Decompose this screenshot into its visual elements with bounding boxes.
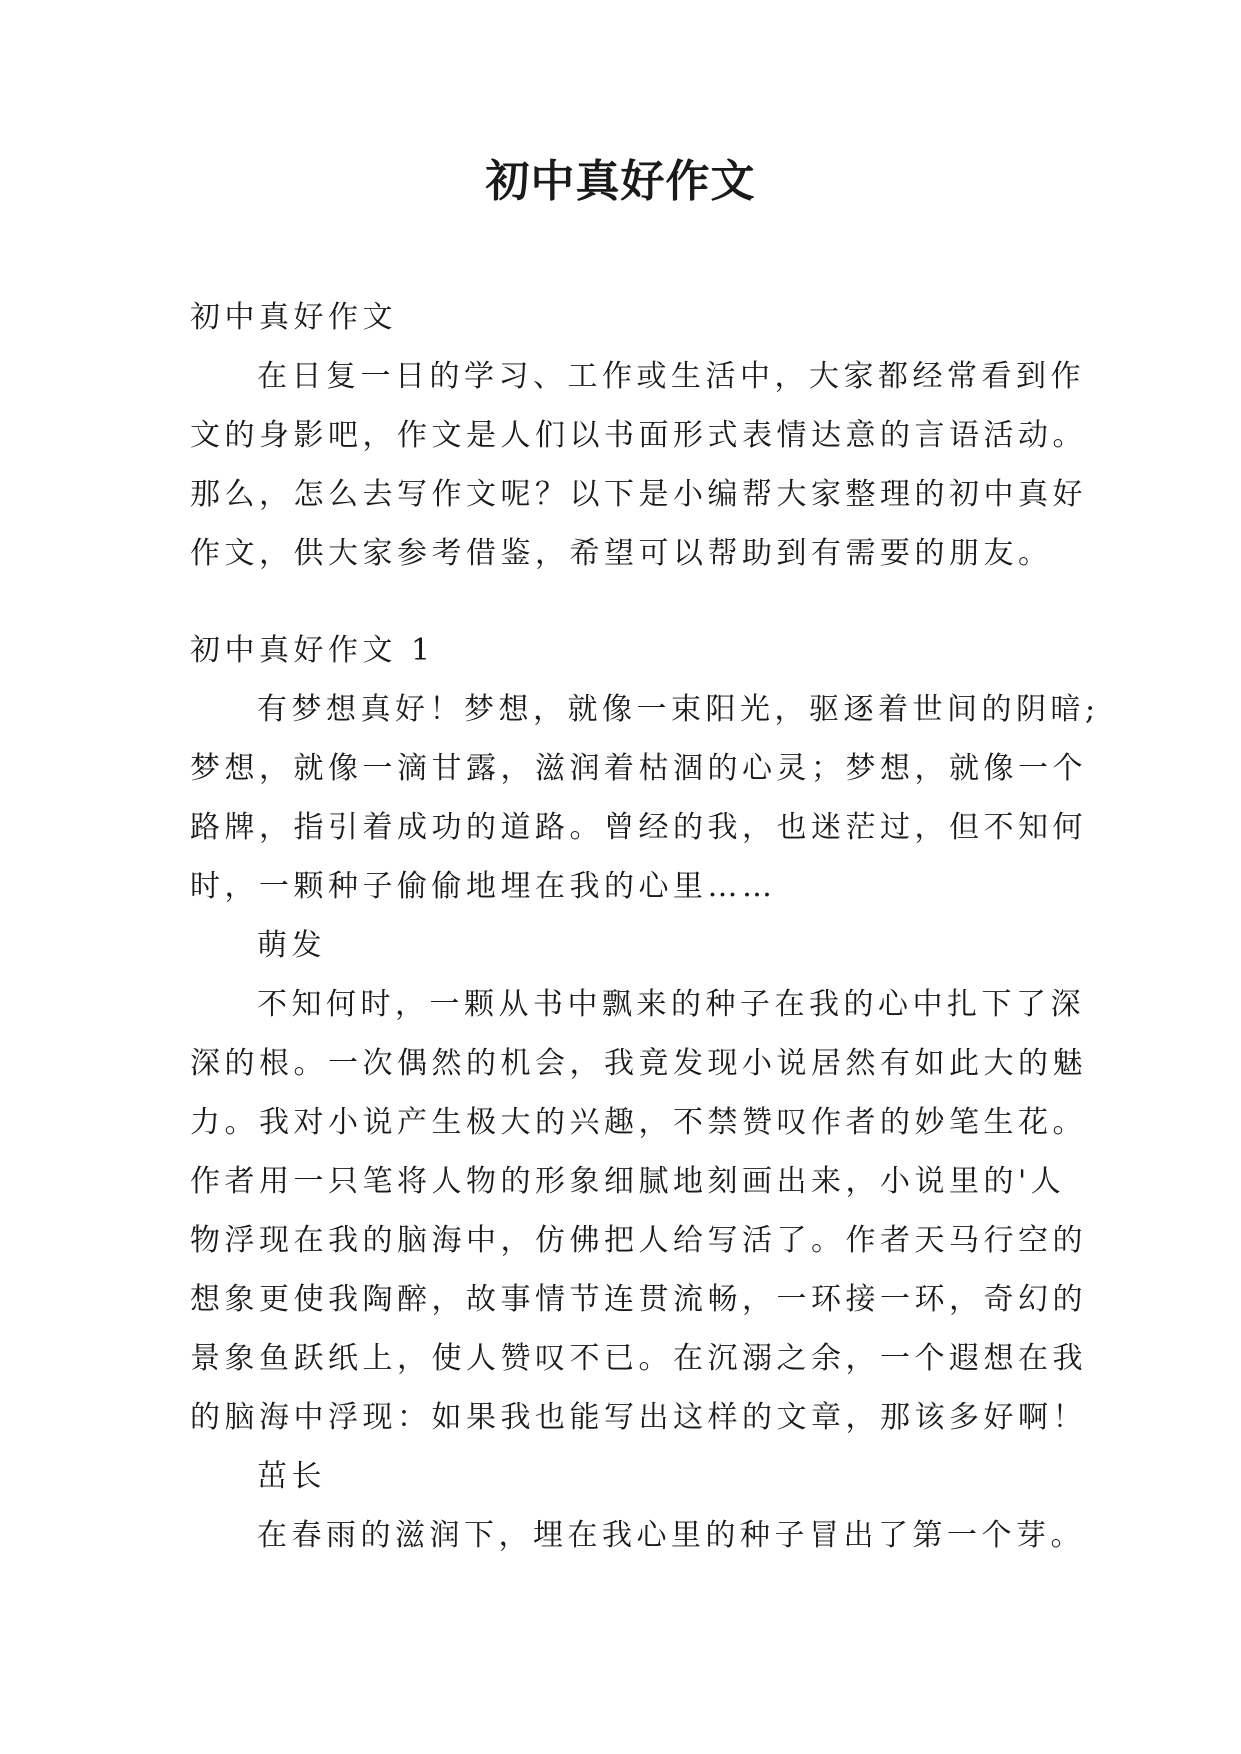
paragraph-line: 文的身影吧，作文是人们以书面形式表情达意的言语活动。 (190, 418, 1087, 453)
paragraph-line: 在日复一日的学习、工作或生活中，大家都经常看到作 (257, 359, 1085, 394)
section-heading: 茁长 (257, 1459, 326, 1494)
paragraph-line: 想象更使我陶醉，故事情节连贯流畅，一环接一环，奇幻的 (190, 1282, 1087, 1317)
essay-opening-paragraph (190, 680, 1100, 916)
paragraph-line: 那么，怎么去写作文呢？以下是小编帮大家整理的初中真好 (190, 477, 1087, 512)
paragraph-line: 路牌，指引着成功的道路。曾经的我，也迷茫过，但不知何 (190, 810, 1087, 845)
paragraph-line: 深的根。一次偶然的机会，我竟发现小说居然有如此大的魅 (190, 1046, 1087, 1081)
paragraph-line: 作文，供大家参考借鉴，希望可以帮助到有需要的朋友。 (190, 536, 1053, 571)
paragraph-line: 作者用一只笔将人物的形象细腻地刻画出来，小说里的'人 (190, 1164, 1066, 1199)
paragraph-line: 梦想，就像一滴甘露，滋润着枯涸的心灵；梦想，就像一个 (190, 751, 1087, 786)
paragraph-line: 时，一颗种子偷偷地埋在我的心里…… (190, 869, 777, 904)
section-paragraph (190, 975, 1087, 1447)
intro-paragraph (190, 347, 1087, 583)
document-title: 初中真好作文 (485, 156, 756, 207)
paragraph-line: 不知何时，一颗从书中飘来的种子在我的心中扎下了深 (257, 987, 1085, 1022)
paragraph-line: 有梦想真好！梦想，就像一束阳光，驱逐着世间的阴暗; (257, 692, 1100, 727)
essay-heading: 初中真好作文 1 (190, 633, 435, 668)
section-paragraph (190, 1506, 1085, 1565)
paragraph-line: 物浮现在我的脑海中，仿佛把人给写活了。作者天马行空的 (190, 1223, 1087, 1258)
paragraph-line: 在春雨的滋润下，埋在我心里的种子冒出了第一个芽。 (257, 1518, 1085, 1553)
paragraph-line: 景象鱼跃纸上，使人赞叹不已。在沉溺之余，一个遐想在我 (190, 1341, 1087, 1376)
paragraph-line: 力。我对小说产生极大的兴趣，不禁赞叹作者的妙笔生花。 (190, 1105, 1087, 1140)
document-subtitle: 初中真好作文 (190, 300, 397, 335)
document-body (190, 288, 1100, 1565)
paragraph-line: 的脑海中浮现：如果我也能写出这样的文章，那该多好啊！ (190, 1400, 1087, 1435)
paragraph-gap (190, 583, 1070, 621)
section-heading: 萌发 (257, 928, 326, 963)
